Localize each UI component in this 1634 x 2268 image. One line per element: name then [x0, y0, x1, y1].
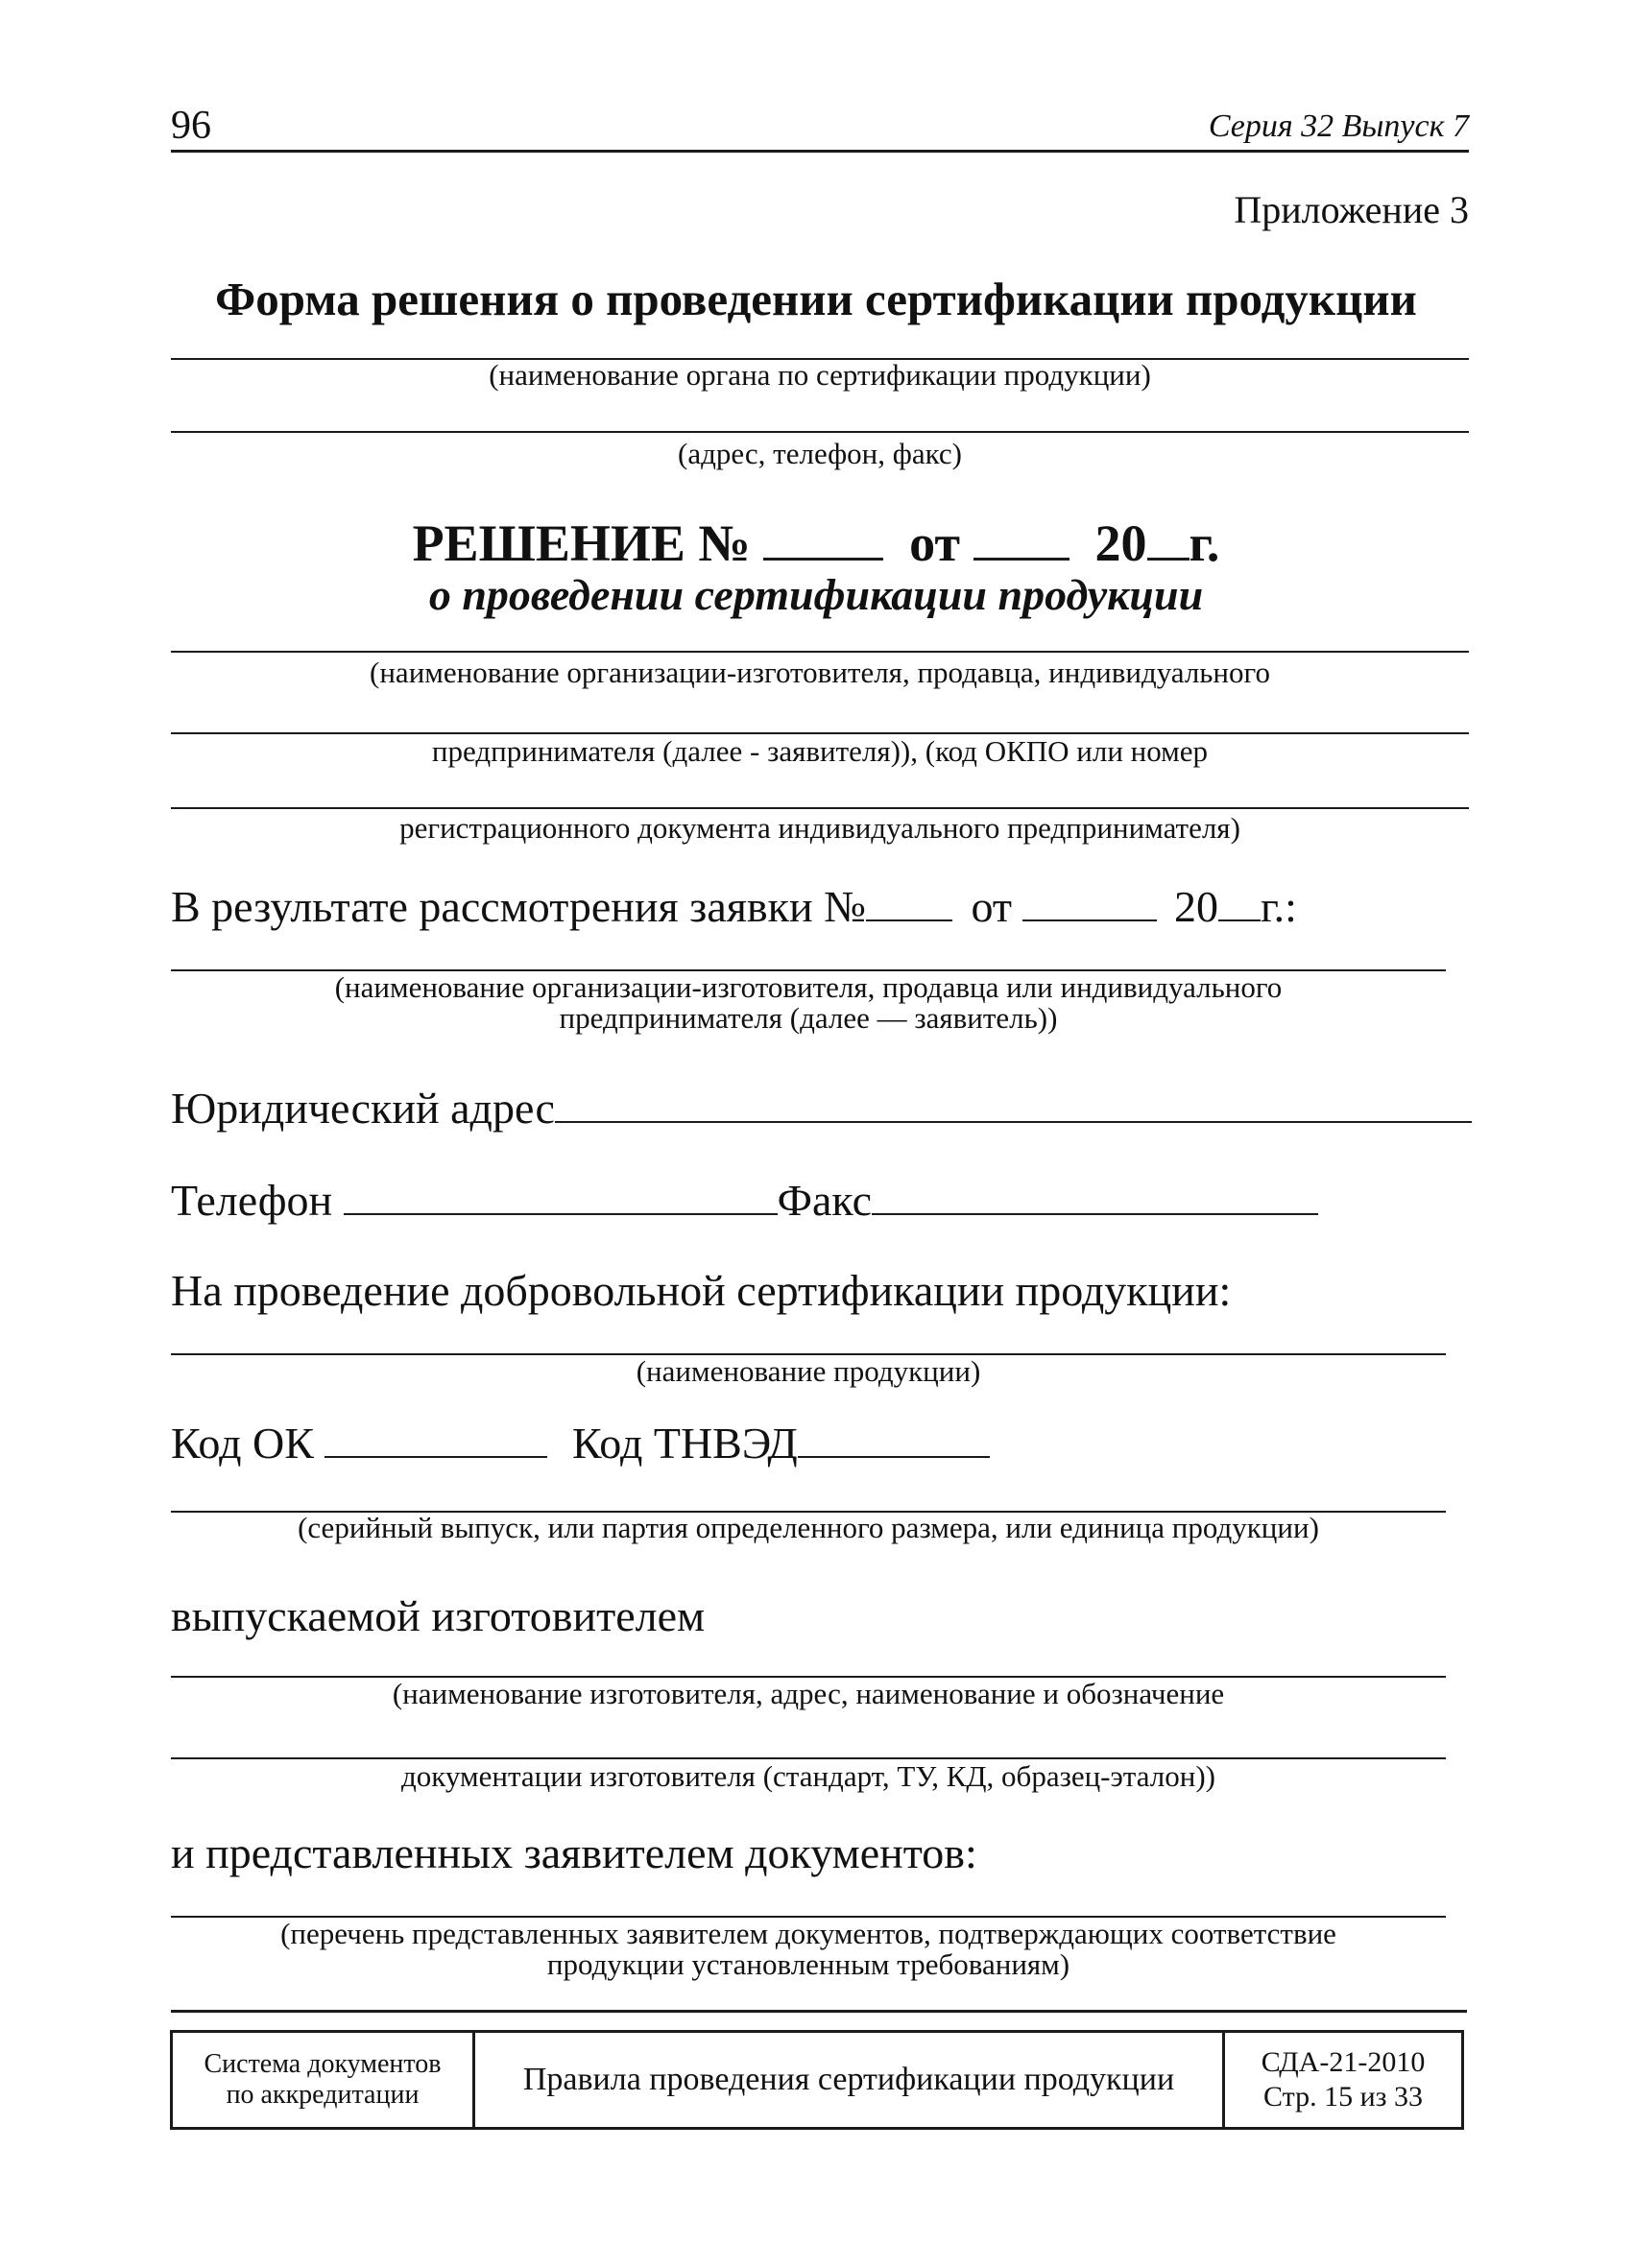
fax-label: Факс: [777, 1176, 873, 1225]
docs-caption-2: продукции установленным требованиям): [546, 1947, 1070, 1981]
applicant-caption-2: предпринимателя (далее — заявитель)): [559, 1001, 1058, 1035]
phone-label: Телефон: [171, 1176, 333, 1225]
org-line-1: [171, 651, 1469, 653]
footer-system-line1: Система документов: [204, 2049, 442, 2079]
footer-rules-cell: [474, 2032, 1224, 2129]
decision-year-suffix: г.: [1189, 514, 1220, 572]
docs-caption-1: (перечень представленных заявителем документов, подтверждающих соответствие: [280, 1917, 1336, 1950]
legal-address-label: Юридический адрес: [171, 1084, 555, 1133]
org-line-3: [171, 807, 1469, 809]
page-number: 96: [171, 104, 211, 148]
org-caption-1: (наименование организации-изготовителя, продавца, индивидуального: [370, 656, 1270, 689]
voluntary-heading: На проведение добровольной сертификации продукции:: [171, 1266, 1232, 1315]
footer-rules-title: Правила проведения сертификации продукции: [522, 2062, 1175, 2097]
form-title: Форма решения о проведении сертификации продукции: [215, 273, 1417, 325]
footer-top-rule: [171, 2010, 1467, 2013]
legal-address-row: [171, 1083, 1472, 1134]
legal-address-blank[interactable]: [555, 1083, 1472, 1123]
address-caption: (адрес, телефон, факс): [678, 437, 962, 470]
decision-subtitle: о проведении сертификации продукции: [428, 570, 1204, 619]
footer-code-cell: [1224, 2032, 1463, 2129]
application-line: [171, 881, 1297, 933]
application-date-blank[interactable]: [1022, 881, 1157, 921]
org-caption-2: предпринимателя (далее - заявителя)), (код ОКПО или номер: [431, 734, 1209, 768]
footer-system-line2: по аккредитации: [226, 2080, 420, 2110]
header-rule: [171, 150, 1469, 153]
product-name-caption: (наименование продукции): [636, 1354, 981, 1388]
footer-system-cell: [172, 2032, 474, 2129]
application-year-prefix: 20: [1173, 882, 1218, 931]
application-number-blank[interactable]: [866, 881, 952, 921]
decision-year-blank[interactable]: [1147, 512, 1189, 561]
application-year-suffix: г.:: [1260, 882, 1297, 931]
decision-date-blank[interactable]: [973, 512, 1069, 561]
submitted-docs-label: и представленных заявителем документов:: [171, 1828, 977, 1877]
codes-row: [171, 1418, 990, 1469]
phone-fax-row: [171, 1175, 1318, 1227]
manufactured-by-label: выпускаемой изготовителем: [171, 1591, 706, 1640]
footer-page-info: Стр. 15 из 33: [1263, 2081, 1423, 2113]
appendix-label: Приложение 3: [1234, 188, 1469, 231]
code-tnved-label: Код ТНВЭД: [571, 1419, 798, 1468]
series-label: Серия 32 Выпуск 7: [1208, 108, 1469, 144]
address-line: [171, 431, 1469, 433]
decision-from: от: [909, 514, 960, 572]
code-ok-label: Код ОК: [171, 1419, 314, 1468]
org-caption-3: регистрационного документа индивидуального предпринимателя): [399, 811, 1240, 845]
decision-word: РЕШЕНИЕ №: [412, 514, 751, 572]
batch-caption: (серийный выпуск, или партия определенного размера, или единица продукции): [298, 1511, 1319, 1544]
application-year-blank[interactable]: [1218, 881, 1261, 921]
code-tnved-blank[interactable]: [798, 1418, 990, 1458]
application-from: от: [971, 882, 1012, 931]
fax-blank[interactable]: [872, 1175, 1318, 1215]
manufacturer-caption-1: (наименование изготовителя, адрес, наименование и обозначение: [392, 1677, 1225, 1710]
code-ok-blank[interactable]: [324, 1418, 547, 1458]
application-prefix: В результате рассмотрения заявки №: [171, 882, 866, 931]
applicant-caption-1: (наименование организации-изготовителя, продавца или индивидуального: [334, 970, 1283, 1004]
footer-doc-code: СДА-21-2010: [1261, 2046, 1426, 2078]
decision-heading: [144, 512, 1488, 573]
footer-table: [170, 2030, 1464, 2130]
manufacturer-caption-2: документации изготовителя (стандарт, ТУ, КД, образец-эталон)): [401, 1759, 1215, 1793]
decision-number-blank[interactable]: [763, 512, 883, 561]
decision-year-prefix: 20: [1094, 514, 1147, 572]
body-name-caption: (наименование органа по сертификации продукции): [489, 358, 1151, 392]
phone-blank[interactable]: [344, 1175, 778, 1215]
